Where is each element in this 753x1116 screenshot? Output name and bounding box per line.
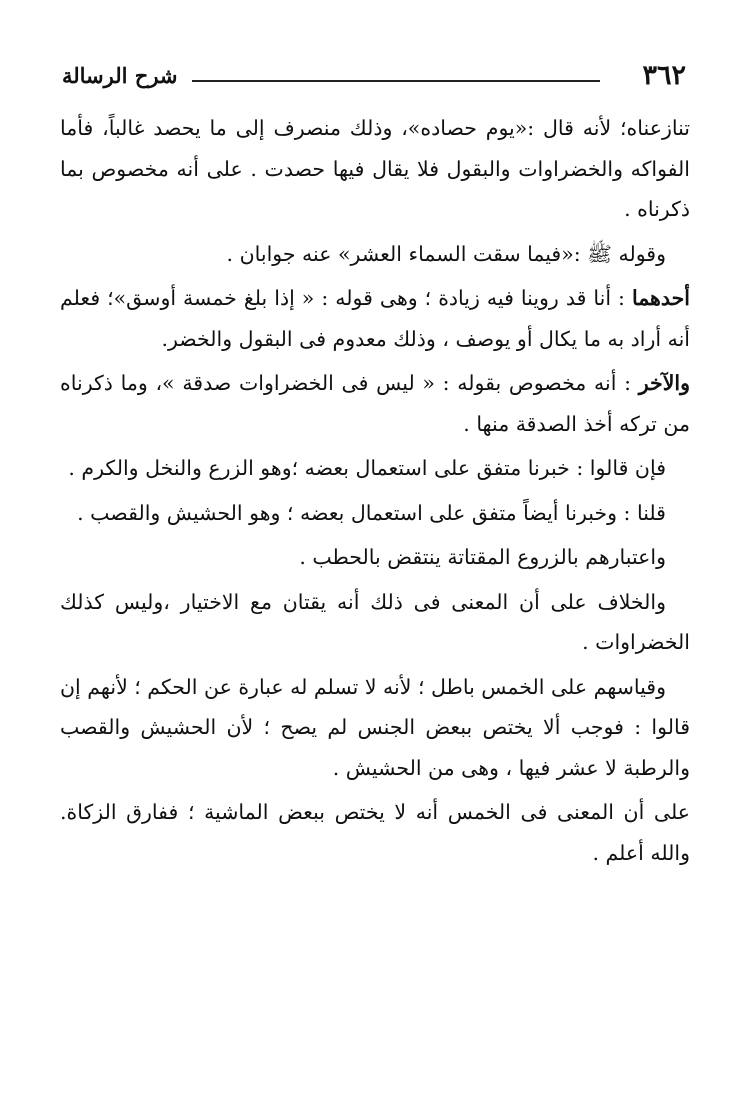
running-title: شرح الرسالة: [62, 63, 178, 88]
paragraph: [60, 108, 690, 230]
body-text: [60, 108, 690, 1098]
paragraph-text: : أنه مخصوص بقوله : « ليس فى الخضراوات صدقة »، وما ذكرناه من تركه أخذ الصدقة منها .: [60, 371, 690, 436]
paragraph-text: وقياسهم على الخمس باطل ؛ لأنه لا تسلم له عبارة عن الحكم ؛ لأنهم إن قالوا : فوجب ألا يختص ببعض الجنس لم يصح ؛ لأن الحشيش والقصب والرطبة لا عشر فيها ، وهى من الحشيش .: [60, 674, 690, 780]
paragraph-text: واعتبارهم بالزروع المقتاتة ينتقض بالحطب .: [299, 545, 666, 569]
paragraph: [60, 667, 690, 789]
paragraph-lead: والآخر: [638, 371, 690, 395]
paragraph: [60, 582, 690, 663]
paragraph: [60, 278, 690, 359]
paragraph: [60, 493, 690, 534]
paragraph-text: وقوله ﷺ :«فيما سقت السماء العشر» عنه جوابان .: [226, 241, 666, 266]
paragraph: [60, 448, 690, 489]
paragraph-text: والخلاف على أن المعنى فى ذلك أنه يقتان مع الاختيار ،وليس كذلك الخضراوات .: [60, 589, 690, 654]
paragraph-text: تنازعناه؛ لأنه قال :«يوم حصاده»، وذلك منصرف إلى ما يحصد غالباً، فأما الفواكه والخضراوات والبقول فلا يقال فيها حصدت . على أنه مخصوص بما ذكرناه .: [60, 116, 690, 221]
paragraph-text: فإن قالوا : خبرنا متفق على استعمال بعضه ؛وهو الزرع والنخل والكرم .: [68, 456, 666, 480]
paragraph: [60, 363, 690, 444]
header-rule: [192, 80, 600, 82]
paragraph-text: : أنا قد روينا فيه زيادة ؛ وهى قوله : « إذا بلغ خمسة أوسق»؛ فعلم أنه أراد به ما يكال أو يوصف ، وذلك معدوم فى البقول والخضر.: [60, 286, 690, 351]
paragraph-text: قلنا : وخبرنا أيضاً متفق على استعمال بعضه ؛ وهو الحشيش والقصب .: [77, 500, 666, 525]
paragraph: [60, 537, 690, 578]
paragraph-lead: أحدهما: [631, 286, 690, 310]
page-number: ٣٦٢: [642, 60, 686, 91]
page-header: [62, 58, 686, 94]
paragraph: [60, 792, 690, 873]
paragraph-text: على أن المعنى فى الخمس أنه لا يختص ببعض الماشية ؛ ففارق الزكاة. والله أعلم .: [60, 800, 690, 865]
paragraph: [60, 234, 690, 275]
